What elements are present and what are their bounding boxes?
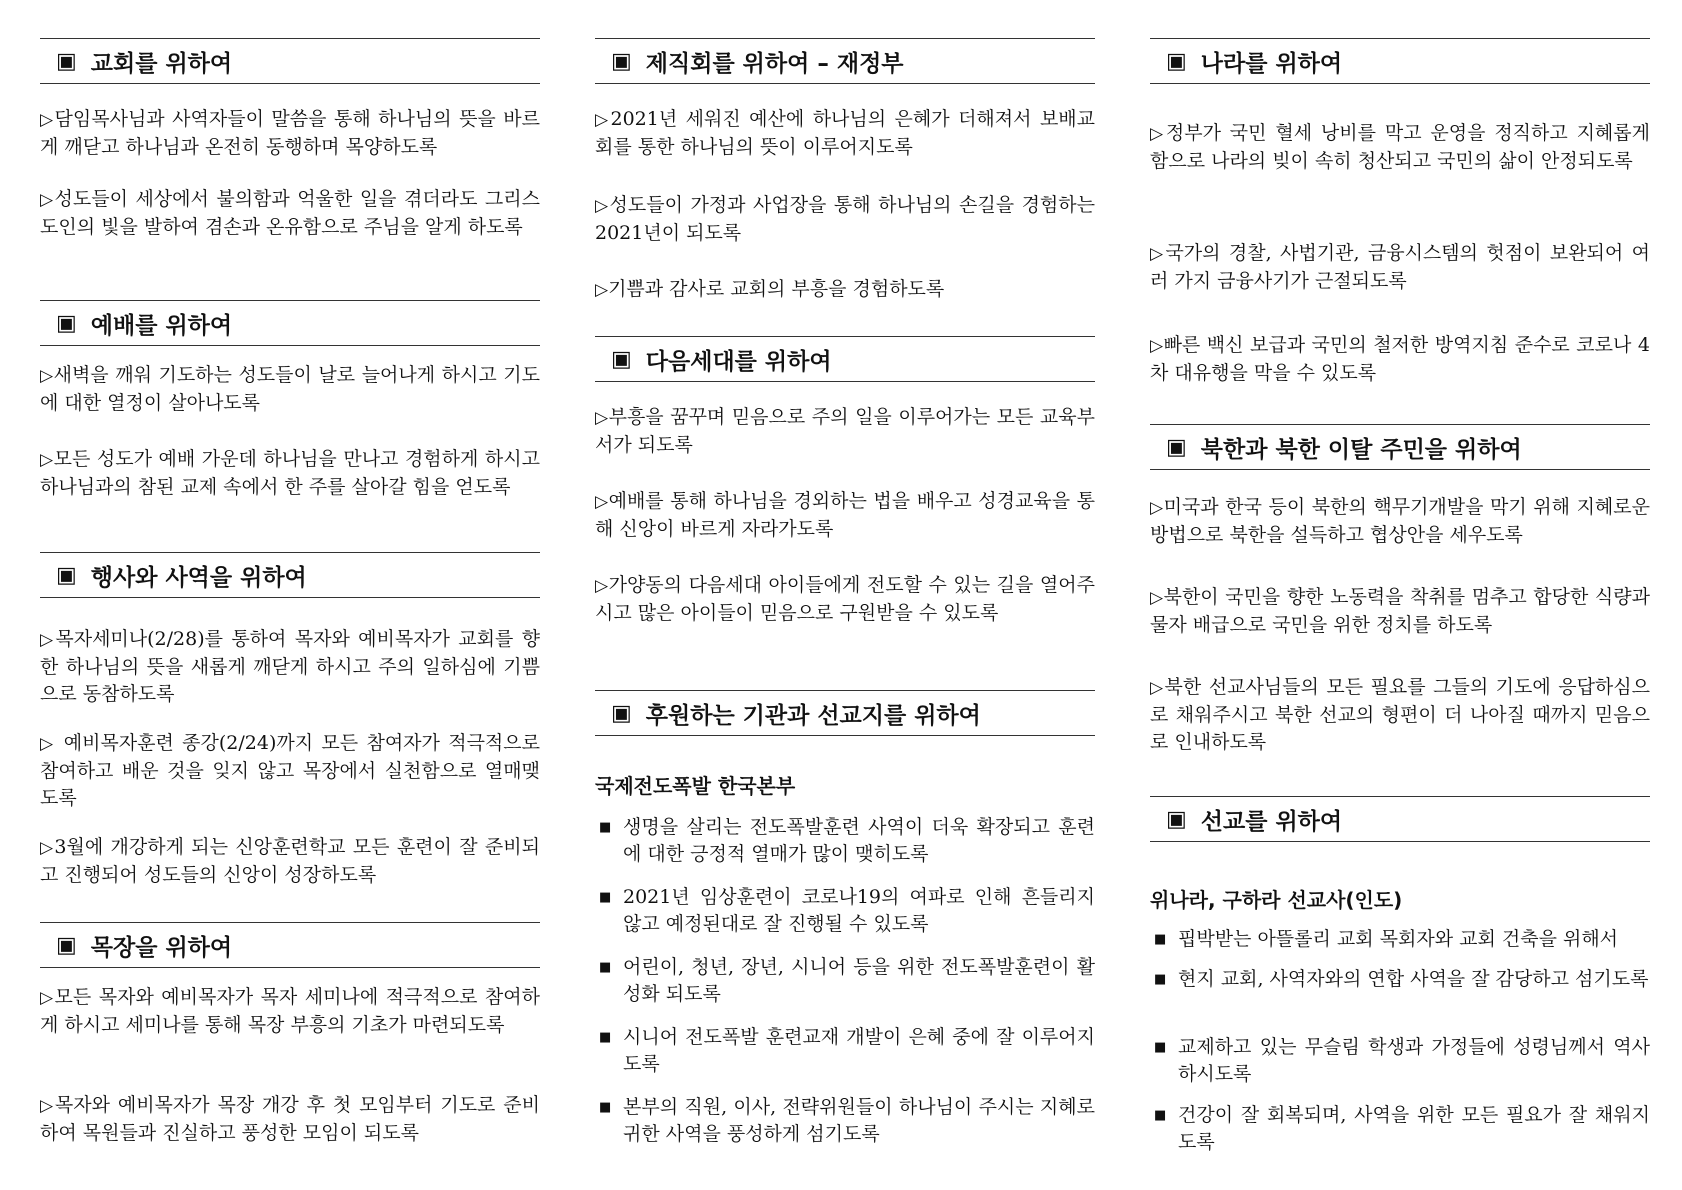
section-heading bbox=[1150, 38, 1650, 84]
square-bullet-icon: ■ bbox=[599, 820, 612, 835]
section-title: 행사와 사역을 위하여 bbox=[90, 564, 307, 591]
prayer-item: ▷담임목사님과 사역자들이 말씀을 통해 하나님의 뜻을 바르게 깨닫고 하나님과 온전히 동행하며 목양하도록 bbox=[40, 108, 540, 158]
section-heading bbox=[40, 922, 540, 968]
prayer-item: ▷ 예비목자훈련 종강(2/24)까지 모든 참여자가 적극적으로 참여하고 배운 것을 잊지 않고 목장에서 실천함으로 열매맺도록 bbox=[40, 732, 540, 809]
section-nation bbox=[1150, 38, 1650, 84]
prayer-item: ▷목자세미나(2/28)를 통하여 목자와 예비목자가 교회를 향한 하나님의 뜻을 새롭게 깨닫게 하시고 주의 일하심에 기쁨으로 동참하도록 bbox=[40, 628, 540, 705]
prayer-item: ▷정부가 국민 혈세 낭비를 막고 운영을 정직하고 지혜롭게 함으로 나라의 빚이 속히 청산되고 국민의 삶이 안정되도록 bbox=[1150, 122, 1650, 172]
triangle-icon: ▷ bbox=[40, 366, 54, 386]
section-north-korea bbox=[1150, 424, 1650, 470]
square-bullet-icon: ■ bbox=[1154, 932, 1167, 947]
section-title: 제직회를 위하여 – 재정부 bbox=[645, 50, 904, 77]
section-mark-icon: ▣ bbox=[611, 48, 632, 74]
prayer-item: ▷기쁨과 감사로 교회의 부흥을 경험하도록 bbox=[595, 278, 945, 300]
section-title: 북한과 북한 이탈 주민을 위하여 bbox=[1200, 436, 1522, 463]
square-bullet-icon: ■ bbox=[599, 1100, 612, 1115]
prayer-item: ▷북한 선교사님들의 모든 필요를 그들의 기도에 응답하심으로 채워주시고 북한 선교의 형편이 더 나아질 때까지 믿음으로 인내하도록 bbox=[1150, 676, 1650, 753]
bullet-item: ■ 본부의 직원, 이사, 전략위원들이 하나님이 주시는 지혜로 귀한 사역을 풍성하게 섬기도록 bbox=[599, 1096, 1095, 1145]
triangle-icon: ▷ bbox=[595, 280, 609, 300]
triangle-icon: ▷ bbox=[595, 110, 611, 130]
triangle-icon: ▷ bbox=[1150, 588, 1164, 608]
section-heading bbox=[1150, 796, 1650, 842]
triangle-icon: ▷ bbox=[1150, 678, 1165, 698]
triangle-icon: ▷ bbox=[1150, 124, 1166, 144]
section-mark-icon: ▣ bbox=[611, 700, 632, 726]
triangle-icon: ▷ bbox=[1150, 336, 1164, 356]
prayer-item: ▷부흥을 꿈꾸며 믿음으로 주의 일을 이루어가는 모든 교육부서가 되도록 bbox=[595, 406, 1095, 456]
section-events bbox=[40, 552, 540, 598]
bullet-item: ■ 생명을 살리는 전도폭발훈련 사역이 더욱 확장되고 훈련에 대한 긍정적 열매가 많이 맺히도록 bbox=[599, 816, 1095, 865]
prayer-item: ▷성도들이 가정과 사업장을 통해 하나님의 손길을 경험하는 2021년이 되도록 bbox=[595, 194, 1095, 244]
missionary-name: 위나라, 구하라 선교사(인도) bbox=[1150, 888, 1403, 912]
bullet-item: ■ 교제하고 있는 무슬림 학생과 가정들에 성령님께서 역사하시도록 bbox=[1154, 1036, 1650, 1085]
triangle-icon: ▷ bbox=[595, 196, 610, 216]
section-mark-icon: ▣ bbox=[56, 562, 77, 588]
section-cell bbox=[40, 922, 540, 968]
triangle-icon: ▷ bbox=[40, 838, 55, 858]
bullet-item: ■ 건강이 잘 회복되며, 사역을 위한 모든 필요가 잘 채워지도록 bbox=[1154, 1104, 1650, 1153]
section-nextgen bbox=[595, 336, 1095, 382]
triangle-icon: ▷ bbox=[595, 408, 609, 428]
prayer-item: ▷미국과 한국 등이 북한의 핵무기개발을 막기 위해 지혜로운 방법으로 북한을 설득하고 협상안을 세우도록 bbox=[1150, 496, 1650, 546]
section-title: 예배를 위하여 bbox=[90, 312, 233, 339]
section-mark-icon: ▣ bbox=[611, 346, 632, 372]
triangle-icon: ▷ bbox=[40, 450, 54, 470]
section-heading bbox=[595, 690, 1095, 736]
bullet-item: ■ 2021년 임상훈련이 코로나19의 여파로 인해 흔들리지 않고 예정된대로 잘 진행될 수 있도록 bbox=[599, 886, 1095, 935]
section-heading bbox=[595, 38, 1095, 84]
triangle-icon: ▷ bbox=[40, 190, 55, 210]
triangle-icon: ▷ bbox=[1150, 498, 1164, 518]
prayer-item: ▷북한이 국민을 향한 노동력을 착취를 멈추고 합당한 식량과 물자 배급으로 국민을 위한 정치를 하도록 bbox=[1150, 586, 1650, 636]
prayer-item: ▷빠른 백신 보급과 국민의 철저한 방역지침 준수로 코로나 4차 대유행을 막을 수 있도록 bbox=[1150, 334, 1650, 384]
organization-name: 국제전도폭발 한국본부 bbox=[595, 774, 796, 798]
section-mark-icon: ▣ bbox=[1166, 434, 1187, 460]
section-heading bbox=[40, 38, 540, 84]
section-title: 선교를 위하여 bbox=[1200, 808, 1343, 835]
triangle-icon: ▷ bbox=[40, 630, 56, 650]
bullet-item: ■ 어린이, 청년, 장년, 시니어 등을 위한 전도폭발훈련이 활성화 되도록 bbox=[599, 956, 1095, 1005]
section-mark-icon: ▣ bbox=[1166, 48, 1187, 74]
section-support bbox=[595, 690, 1095, 736]
section-mark-icon: ▣ bbox=[56, 932, 77, 958]
section-title: 다음세대를 위하여 bbox=[645, 348, 832, 375]
section-mark-icon: ▣ bbox=[1166, 806, 1187, 832]
bullet-item: ■ 핍박받는 아뜰롤리 교회 목회자와 교회 건축을 위해서 bbox=[1150, 926, 1650, 953]
section-title: 목장을 위하여 bbox=[90, 934, 233, 961]
section-title: 나라를 위하여 bbox=[1200, 50, 1343, 77]
square-bullet-icon: ■ bbox=[1154, 972, 1167, 987]
section-heading bbox=[40, 552, 540, 598]
prayer-item: ▷목자와 예비목자가 목장 개강 후 첫 모임부터 기도로 준비하여 목원들과 진실하고 풍성한 모임이 되도록 bbox=[40, 1094, 540, 1144]
square-bullet-icon: ■ bbox=[599, 1030, 612, 1045]
section-mission bbox=[1150, 796, 1650, 842]
prayer-item: ▷성도들이 세상에서 불의함과 억울한 일을 겪더라도 그리스도인의 빛을 발하여 겸손과 온유함으로 주님을 알게 하도록 bbox=[40, 188, 540, 238]
section-finance bbox=[595, 38, 1095, 84]
square-bullet-icon: ■ bbox=[1154, 1108, 1167, 1123]
prayer-item: ▷새벽을 깨워 기도하는 성도들이 날로 늘어나게 하시고 기도에 대한 열정이 살아나도록 bbox=[40, 364, 540, 414]
square-bullet-icon: ■ bbox=[599, 890, 612, 905]
section-heading bbox=[595, 336, 1095, 382]
section-mark-icon: ▣ bbox=[56, 310, 77, 336]
triangle-icon: ▷ bbox=[40, 1096, 55, 1116]
prayer-item: ▷가양동의 다음세대 아이들에게 전도할 수 있는 길을 열어주시고 많은 아이들이 믿음으로 구원받을 수 있도록 bbox=[595, 574, 1095, 624]
triangle-icon: ▷ bbox=[1150, 244, 1166, 264]
section-title: 후원하는 기관과 선교지를 위하여 bbox=[645, 702, 981, 729]
triangle-icon: ▷ bbox=[40, 110, 55, 130]
bullet-item: ■ 시니어 전도폭발 훈련교재 개발이 은혜 중에 잘 이루어지도록 bbox=[599, 1026, 1095, 1075]
square-bullet-icon: ■ bbox=[599, 960, 612, 975]
prayer-item: ▷3월에 개강하게 되는 신앙훈련학교 모든 훈련이 잘 준비되고 진행되어 성도들의 신앙이 성장하도록 bbox=[40, 836, 540, 886]
triangle-icon: ▷ bbox=[595, 576, 609, 596]
prayer-item: ▷예배를 통해 하나님을 경외하는 법을 배우고 성경교육을 통해 신앙이 바르게 자라가도록 bbox=[595, 490, 1095, 540]
section-heading bbox=[1150, 424, 1650, 470]
bullet-item: ■ 현지 교회, 사역자와의 연합 사역을 잘 감당하고 섬기도록 bbox=[1150, 966, 1650, 993]
triangle-icon: ▷ bbox=[40, 988, 55, 1008]
section-heading bbox=[40, 300, 540, 346]
triangle-icon: ▷ bbox=[595, 492, 609, 512]
section-mark-icon: ▣ bbox=[56, 48, 77, 74]
square-bullet-icon: ■ bbox=[1154, 1040, 1167, 1055]
section-title: 교회를 위하여 bbox=[90, 50, 233, 77]
prayer-item: ▷국가의 경찰, 사법기관, 금융시스템의 헛점이 보완되어 여러 가지 금융사기가 근절되도록 bbox=[1150, 242, 1650, 292]
section-church bbox=[40, 38, 540, 84]
section-worship bbox=[40, 300, 540, 346]
prayer-item: ▷2021년 세워진 예산에 하나님의 은혜가 더해져서 보배교회를 통한 하나님의 뜻이 이루어지도록 bbox=[595, 108, 1096, 158]
triangle-icon: ▷ bbox=[40, 734, 56, 754]
prayer-item: ▷모든 성도가 예배 가운데 하나님을 만나고 경험하게 하시고 하나님과의 참된 교제 속에서 한 주를 살아갈 힘을 얻도록 bbox=[40, 448, 540, 498]
prayer-item: ▷모든 목자와 예비목자가 목자 세미나에 적극적으로 참여하게 하시고 세미나를 통해 목장 부흥의 기초가 마련되도록 bbox=[40, 986, 540, 1036]
